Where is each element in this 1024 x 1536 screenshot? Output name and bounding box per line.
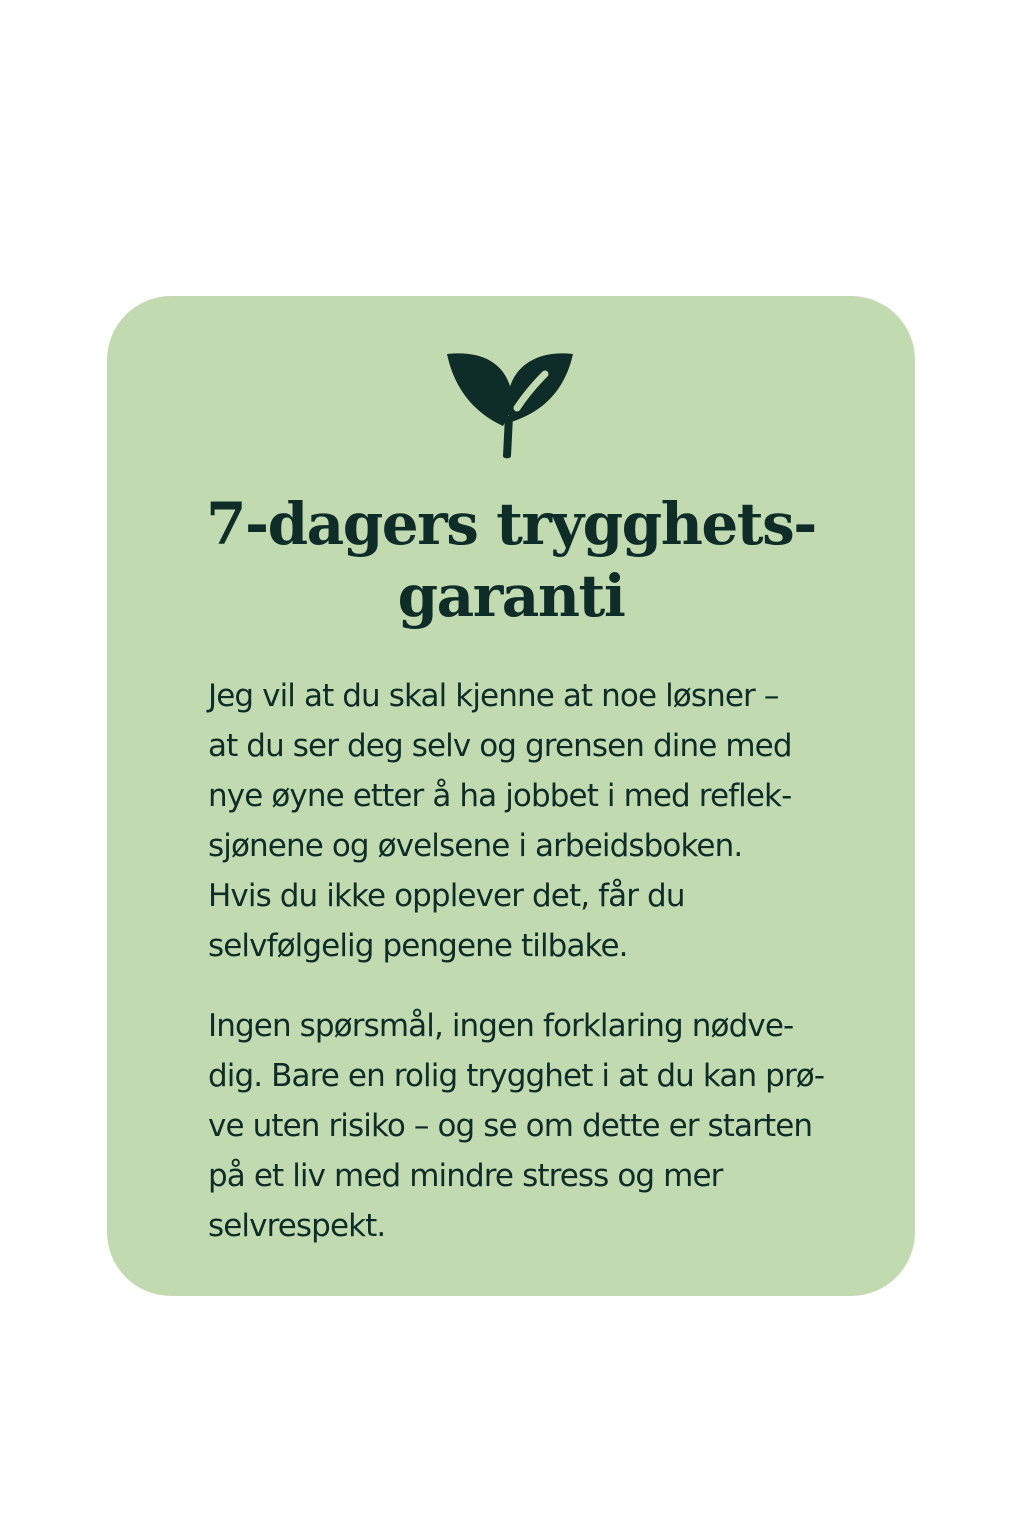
left-leaf-shape: [447, 353, 512, 426]
paragraph-1-line: nye øyne etter å ha jobbet i med reflek-: [208, 778, 792, 814]
paragraph-1-line: sjønene og øvelsene i arbeidsboken.: [208, 828, 743, 864]
paragraph-2-line: Ingen spørsmål, ingen forklaring nødve-: [208, 1008, 794, 1044]
paragraph-1-line: selvfølgelig pengene tilbake.: [208, 928, 628, 964]
paragraph-2-line: på et liv med mindre stress og mer: [208, 1158, 723, 1194]
paragraph-2-line: dig. Bare en rolig trygghet i at du kan prø-: [208, 1058, 825, 1094]
paragraph-1-line: Jeg vil at du skal kjenne at noe løsner –: [208, 678, 779, 714]
paragraph-2-line: ve uten risiko – og se om dette er starten: [208, 1108, 813, 1144]
paragraph-1-line: at du ser deg selv og grensen dine med: [208, 728, 792, 764]
title-line-2: garanti: [397, 562, 625, 630]
title-line-1: 7-dagers trygghets-: [206, 490, 816, 558]
guarantee-paragraph-1: [208, 671, 848, 971]
paragraph-1-line: Hvis du ikke opplever det, får du: [208, 878, 685, 914]
guarantee-title: [107, 488, 915, 632]
paragraph-2-line: selvrespekt.: [208, 1208, 386, 1244]
sprout-icon: [443, 350, 577, 460]
guarantee-paragraph-2: [208, 1001, 848, 1251]
right-leaf-shape: [507, 353, 573, 422]
